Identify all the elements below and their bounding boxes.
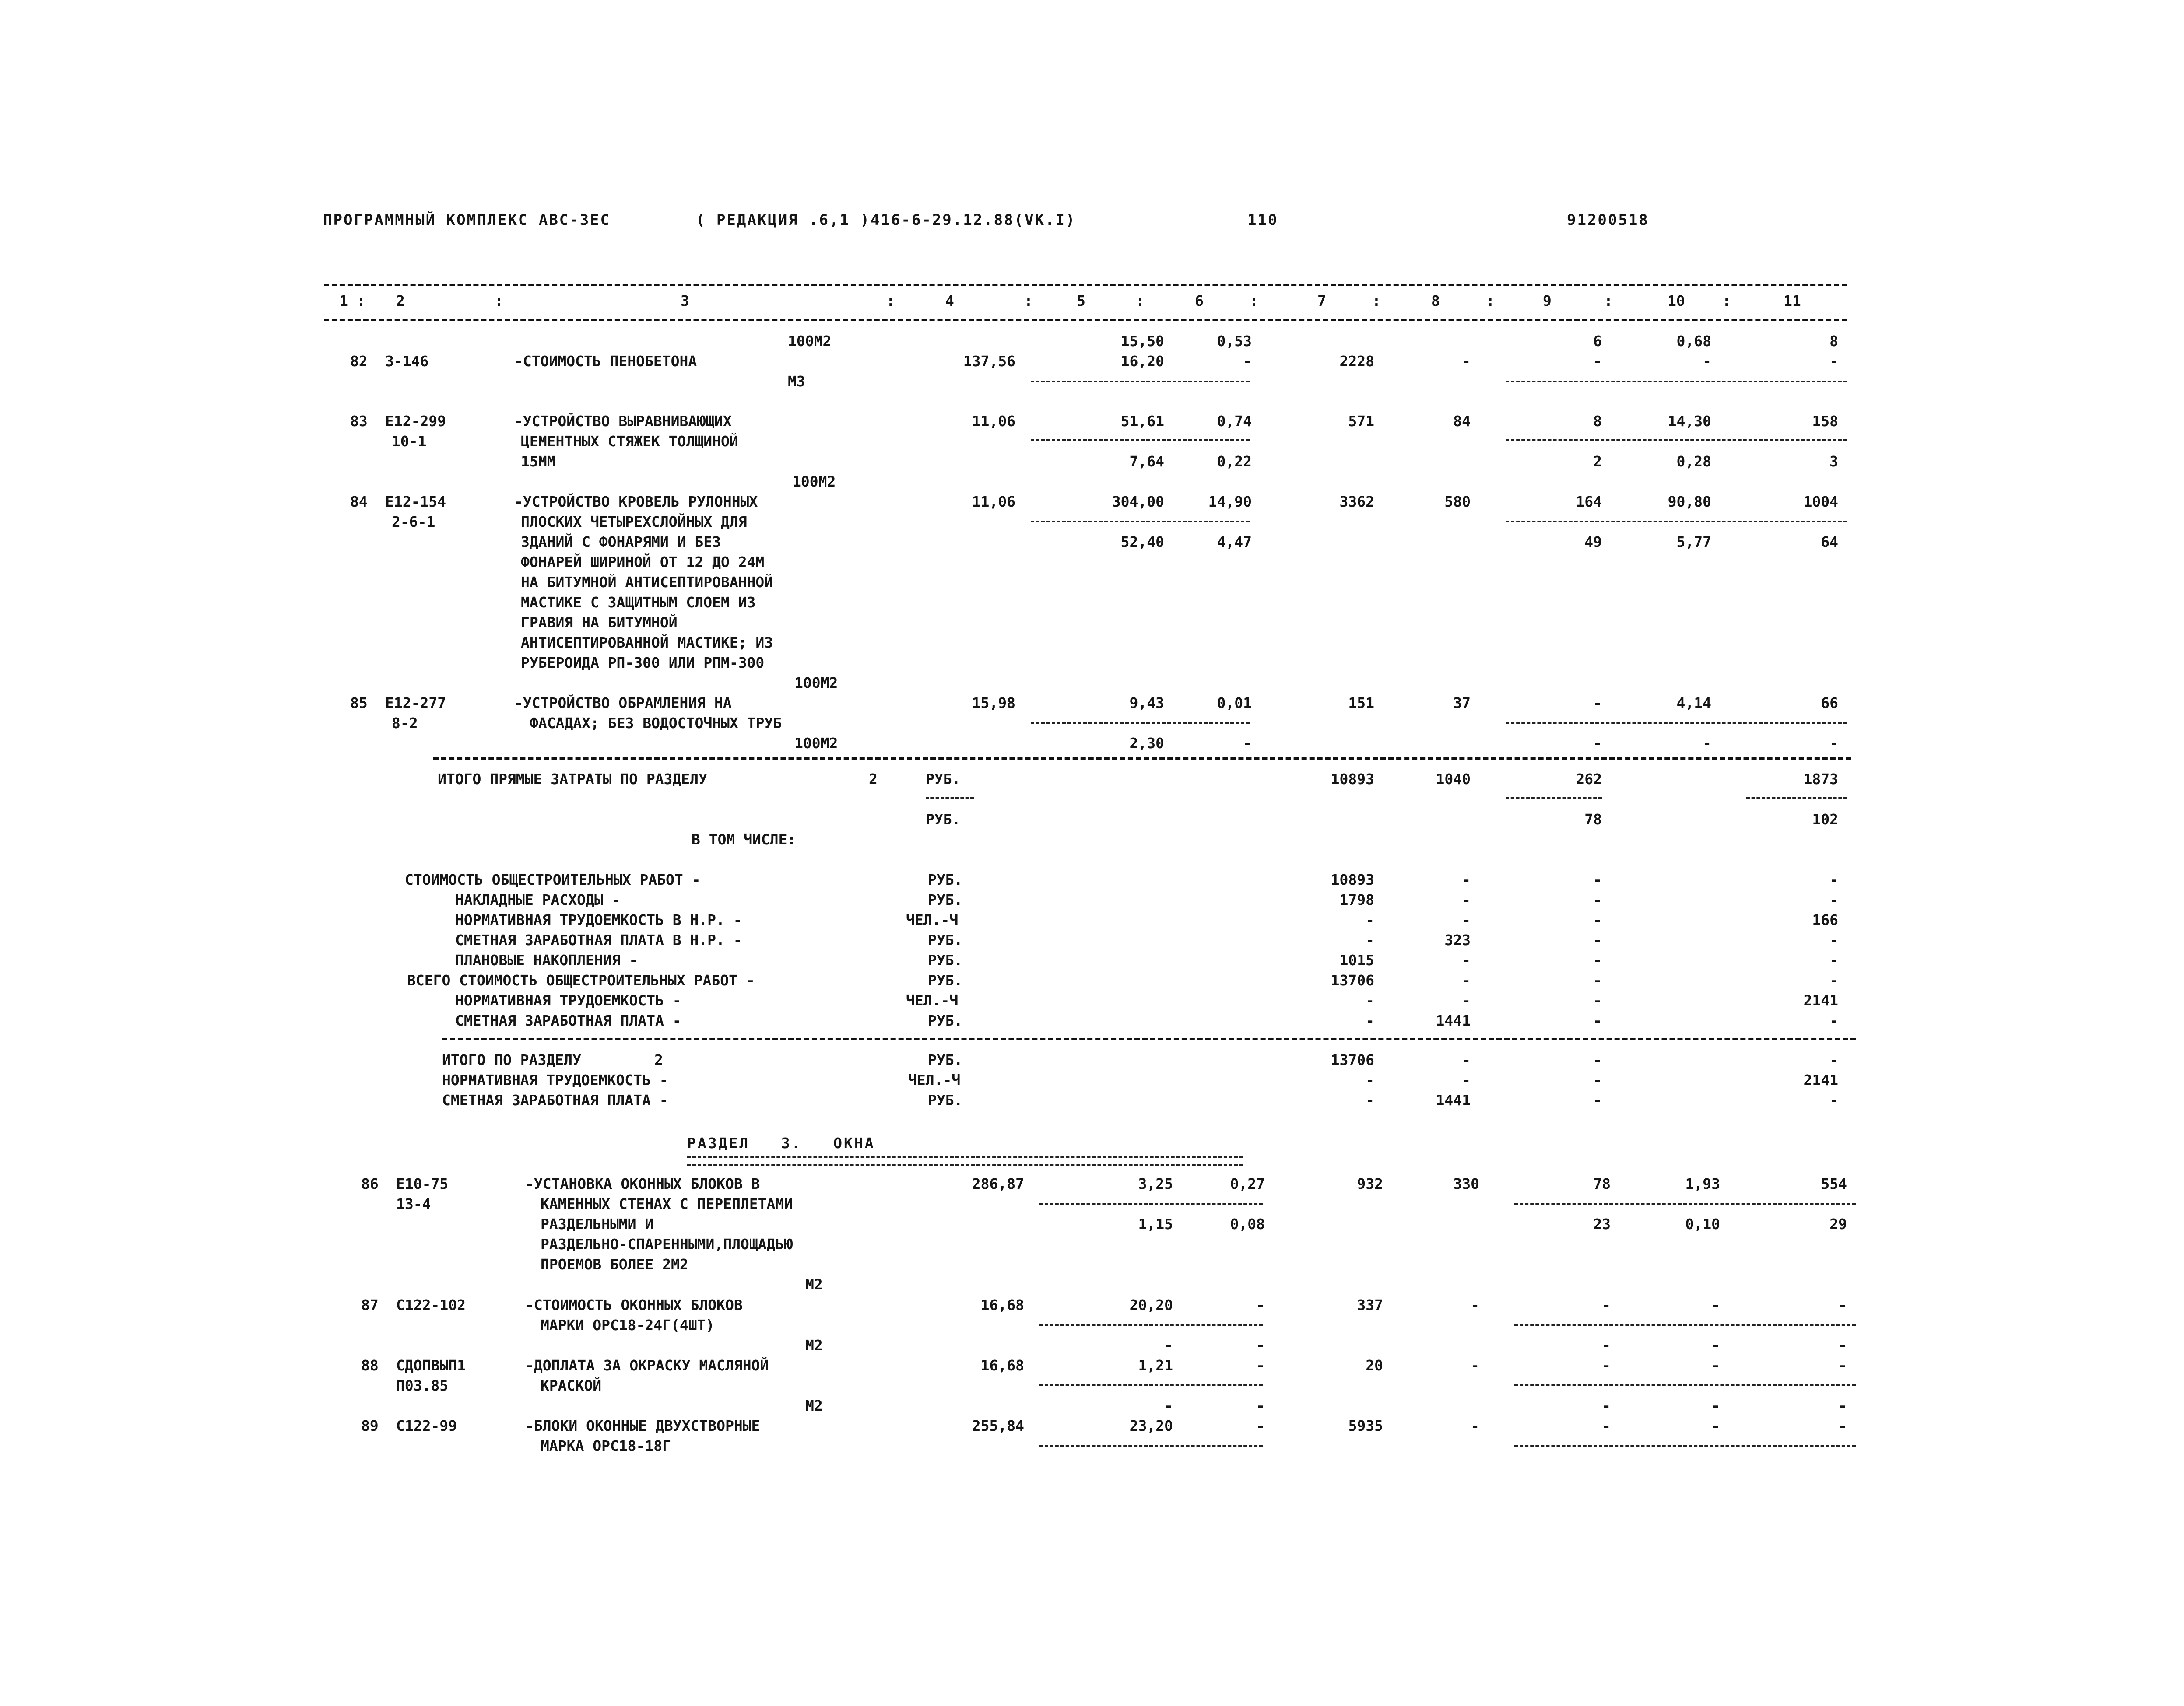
section-total-unit: РУБ. [928,1092,963,1109]
cell: - [1838,1397,1847,1414]
cell-divider [1039,1324,1263,1326]
row-unit: М2 [805,1337,823,1354]
breakdown-label: СТОИМОСТЬ ОБЩЕСТРОИТЕЛЬНЫХ РАБОТ - [405,871,701,888]
col-4-header: 4 [945,292,954,309]
cell: - [1366,911,1374,928]
cell-divider [1031,722,1250,724]
section-total-label: ИТОГО ПО РАЗДЕЛУ [442,1051,581,1068]
breakdown-label: ПЛАНОВЫЕ НАКОПЛЕНИЯ - [455,952,638,969]
cell: - [1462,992,1471,1009]
cell: - [1164,1337,1173,1354]
col-8-header: 8 [1431,292,1440,309]
row-unit: М2 [805,1397,823,1414]
row-code: Е12-277 [385,694,446,711]
col-10-header: 10 [1668,292,1685,309]
cell: 14,30 [1668,413,1711,430]
section-rule [442,1038,1856,1040]
cell: - [1593,972,1602,989]
cell: - [1462,1051,1471,1068]
cell: 0,27 [1230,1175,1265,1192]
cell: - [1256,1397,1265,1414]
cell: 164 [1576,493,1602,510]
row-description: КАМЕННЫХ СТЕНАХ С ПЕРЕПЛЕТАМИ [541,1195,793,1212]
row-unit-top: 100М2 [788,333,832,350]
breakdown-label: СМЕТНАЯ ЗАРАБОТНАЯ ПЛАТА - [455,1012,681,1029]
cell: 8 [1829,333,1838,350]
cell: - [1462,972,1471,989]
cell: 37 [1453,694,1471,711]
cell: - [1593,891,1602,908]
col-5-header: 5 [1077,292,1085,309]
row-description: МАСТИКЕ С ЗАЩИТНЫМ СЛОЕМ ИЗ [521,594,756,611]
cell: 49 [1584,533,1602,550]
cell: 2 [1593,453,1602,470]
cell: 13706 [1331,1051,1374,1068]
cell: - [1593,992,1602,1009]
row-code-2: 8-2 [392,715,418,732]
breakdown-label: СМЕТНАЯ ЗАРАБОТНАЯ ПЛАТА В Н.Р. - [455,932,742,949]
cell: 20,20 [1129,1296,1173,1314]
cell: 11,06 [972,413,1015,430]
cell: 4,47 [1217,533,1252,550]
cell: 1,15 [1138,1216,1173,1233]
cell-divider [1506,722,1847,724]
section-total-label: НОРМАТИВНАЯ ТРУДОЕМКОСТЬ - [442,1072,668,1089]
cell: - [1471,1296,1479,1314]
col-9-header: 9 [1543,292,1552,309]
cell: - [1593,911,1602,928]
cell: 2228 [1339,353,1374,370]
cell: - [1366,992,1374,1009]
row-number: 88 [361,1357,379,1374]
cell-divider [1039,1203,1263,1205]
cell: 9,43 [1129,694,1164,711]
cell: - [1711,1397,1720,1414]
col-1-header: 1 [339,292,348,309]
cell: 5,77 [1676,533,1711,550]
subtotal-label: ИТОГО ПРЯМЫЕ ЗАТРАТЫ ПО РАЗДЕЛУ [438,771,707,788]
cell: 11,06 [972,493,1015,510]
cell-divider [1506,381,1847,382]
cell-divider [1514,1445,1856,1447]
cell: - [1593,932,1602,949]
subtotal-unit: РУБ. [926,811,961,828]
row-number: 82 [350,353,368,370]
cell: 84 [1453,413,1471,430]
breakdown-label: ВСЕГО СТОИМОСТЬ ОБЩЕСТРОИТЕЛЬНЫХ РАБОТ - [407,972,755,989]
cell: 0,68 [1676,333,1711,350]
row-number: 85 [350,694,368,711]
cell: 3 [1829,453,1838,470]
cell-divider [1514,1203,1856,1205]
cell: 337 [1357,1296,1383,1314]
cell-divider [1506,797,1602,799]
cell: 255,84 [972,1417,1024,1434]
row-code-2: П03.85 [396,1377,449,1394]
cell: - [1462,871,1471,888]
section-rule [433,757,1851,760]
cell-divider [1514,1384,1856,1386]
cell: - [1471,1357,1479,1374]
cell: 166 [1812,911,1838,928]
row-description: РАЗДЕЛЬНО-СПАРЕННЫМИ,ПЛОЩАДЬЮ [541,1236,793,1253]
row-code-2: 13-4 [396,1195,431,1212]
cell: - [1366,1072,1374,1089]
cell: 13706 [1331,972,1374,989]
cell: 16,68 [980,1357,1024,1374]
cell: - [1829,1012,1838,1029]
section-total-unit: РУБ. [928,1051,963,1068]
cell: 1873 [1803,771,1838,788]
row-description: -УСТАНОВКА ОКОННЫХ БЛОКОВ В [525,1175,760,1192]
cell: - [1829,891,1838,908]
cell: 52,40 [1120,533,1164,550]
cell-divider [1031,439,1250,441]
cell: 14,90 [1208,493,1252,510]
col-separator: : [1136,292,1145,309]
cell: - [1462,353,1471,370]
section-title: РАЗДЕЛ 3. ОКНА [687,1135,875,1152]
row-description: МАРКИ ОРС18-24Г(4ШТ) [541,1317,715,1334]
row-description: АНТИСЕПТИРОВАННОЙ МАСТИКЕ; ИЗ [521,634,773,651]
cell: 29 [1829,1216,1847,1233]
row-code-2: 10-1 [392,433,427,450]
col-separator: : [1604,292,1613,309]
document-code: 91200518 [1567,211,1649,229]
cell: 580 [1444,493,1471,510]
row-description: -СТОИМОСТЬ ПЕНОБЕТОНА [514,353,697,370]
col-11-header: 11 [1784,292,1801,309]
cell: - [1703,353,1711,370]
cell: 102 [1812,811,1838,828]
cell: 5935 [1348,1417,1383,1434]
row-description: -СТОИМОСТЬ ОКОННЫХ БЛОКОВ [525,1296,743,1314]
row-code: Е10-75 [396,1175,449,1192]
cell: - [1593,353,1602,370]
cell: 1,93 [1685,1175,1720,1192]
col-separator: : [1024,292,1033,309]
cell: 6 [1593,333,1602,350]
breakdown-unit: РУБ. [928,1012,963,1029]
row-unit: 100М2 [792,473,836,490]
cell: 78 [1593,1175,1611,1192]
cell-divider [926,797,974,799]
col-separator: : [357,292,365,309]
cell: 23,20 [1129,1417,1173,1434]
row-description: ПЛОСКИХ ЧЕТЫРЕХСЛОЙНЫХ ДЛЯ [521,513,747,530]
cell: - [1256,1357,1265,1374]
breakdown-unit: РУБ. [928,932,963,949]
breakdown-unit: ЧЕЛ.-Ч [906,992,959,1009]
cell: 151 [1348,694,1374,711]
subtotal-section: 2 [869,771,878,788]
cell: 16,68 [980,1296,1024,1314]
cell: - [1243,735,1252,752]
cell: - [1829,1051,1838,1068]
cell: 78 [1584,811,1602,828]
cell: - [1593,952,1602,969]
cell: - [1462,891,1471,908]
cell: 1,21 [1138,1357,1173,1374]
cell-divider [1506,521,1847,522]
row-unit: 100М2 [794,674,838,691]
cell: 3362 [1339,493,1374,510]
cell: 2,30 [1129,735,1164,752]
row-description: ЗДАНИЙ С ФОНАРЯМИ И БЕЗ [521,533,721,550]
row-description: РАЗДЕЛЬНЫМИ И [541,1216,654,1233]
cell: - [1838,1296,1847,1314]
page-number: 110 [1247,211,1278,229]
col-separator: : [495,292,503,309]
cell: 158 [1812,413,1838,430]
cell: - [1366,1092,1374,1109]
cell: - [1602,1296,1611,1314]
cell: - [1711,1296,1720,1314]
row-number: 83 [350,413,368,430]
section-total-unit: ЧЕЛ.-Ч [908,1072,961,1089]
cell: 7,64 [1129,453,1164,470]
cell: 51,61 [1120,413,1164,430]
cell: 90,80 [1668,493,1711,510]
cell: - [1838,1417,1847,1434]
header-bottom-rule [324,319,1847,321]
cell: - [1256,1337,1265,1354]
cell: - [1593,1012,1602,1029]
row-description: -УСТРОЙСТВО ВЫРАВНИВАЮЩИХ [514,413,732,430]
cell: 10893 [1331,771,1374,788]
breakdown-label: НОРМАТИВНАЯ ТРУДОЕМКОСТЬ В Н.Р. - [455,911,742,928]
cell: 1015 [1339,952,1374,969]
breakdown-unit: РУБ. [928,952,963,969]
cell: - [1711,1337,1720,1354]
cell: 4,14 [1676,694,1711,711]
cell: 23 [1593,1216,1611,1233]
row-description: МАРКА ОРС18-18Г [541,1437,671,1454]
row-description: ПРОЕМОВ БОЛЕЕ 2М2 [541,1256,688,1273]
row-number: 87 [361,1296,379,1314]
row-description: -БЛОКИ ОКОННЫЕ ДВУХСТВОРНЫЕ [525,1417,760,1434]
table-top-rule [324,284,1847,286]
cell: 304,00 [1112,493,1164,510]
cell: - [1462,911,1471,928]
row-description: КРАСКОЙ [541,1377,602,1394]
cell: - [1711,1417,1720,1434]
row-number: 86 [361,1175,379,1192]
cell: - [1366,1012,1374,1029]
cell: 1004 [1803,493,1838,510]
cell: 571 [1348,413,1374,430]
cell-divider [1031,381,1250,382]
row-description: НА БИТУМНОЙ АНТИСЕПТИРОВАННОЙ [521,574,773,591]
breakdown-unit: РУБ. [928,972,963,989]
cell: - [1593,1092,1602,1109]
cell: 15,98 [972,694,1015,711]
row-description: -ДОПЛАТА ЗА ОКРАСКУ МАСЛЯНОЙ [525,1357,769,1374]
cell: - [1829,952,1838,969]
row-number: 89 [361,1417,379,1434]
cell: - [1243,353,1252,370]
row-description: -УСТРОЙСТВО КРОВЕЛЬ РУЛОННЫХ [514,493,758,510]
cell: - [1593,735,1602,752]
section-total-number: 2 [654,1051,663,1068]
cell: 323 [1444,932,1471,949]
breakdown-unit: ЧЕЛ.-Ч [906,911,959,928]
cell: - [1602,1417,1611,1434]
cell: - [1462,1072,1471,1089]
cell: - [1602,1357,1611,1374]
row-description: ФОНАРЕЙ ШИРИНОЙ ОТ 12 ДО 24М [521,553,765,571]
cell: 1798 [1339,891,1374,908]
cell: 330 [1453,1175,1479,1192]
row-unit: 100М2 [794,735,838,752]
row-unit: М2 [805,1276,823,1293]
row-unit: М3 [788,373,805,390]
col-separator: : [1722,292,1731,309]
breakdown-label: НОРМАТИВНАЯ ТРУДОЕМКОСТЬ - [455,992,681,1009]
cell: - [1838,1337,1847,1354]
cell: 16,20 [1120,353,1164,370]
row-description: ФАСАДАХ; БЕЗ ВОДОСТОЧНЫХ ТРУБ [530,715,782,732]
cell-divider [1514,1324,1856,1326]
row-description: 15ММ [521,453,556,470]
col-2-header: 2 [396,292,405,309]
row-description: ЦЕМЕНТНЫХ СТЯЖЕК ТОЛЩИНОЙ [521,433,738,450]
section-total-label: СМЕТНАЯ ЗАРАБОТНАЯ ПЛАТА - [442,1092,668,1109]
cell-divider [1039,1384,1263,1386]
cell: 15,50 [1120,333,1164,350]
cell: - [1471,1417,1479,1434]
col-6-header: 6 [1195,292,1204,309]
row-number: 84 [350,493,368,510]
cell: - [1829,735,1838,752]
cell: 0,10 [1685,1216,1720,1233]
cell: 0,08 [1230,1216,1265,1233]
col-separator: : [1486,292,1495,309]
breakdown-label: НАКЛАДНЫЕ РАСХОДЫ - [455,891,621,908]
cell: 0,22 [1217,453,1252,470]
cell: - [1593,871,1602,888]
row-code: С122-99 [396,1417,457,1434]
col-7-header: 7 [1317,292,1326,309]
cell-divider [1506,439,1847,441]
cell: - [1703,735,1711,752]
cell-divider [1039,1445,1263,1447]
col-3-header: 3 [681,292,689,309]
cell: - [1593,694,1602,711]
cell: - [1366,932,1374,949]
row-code-2: 2-6-1 [392,513,435,530]
row-code: Е12-299 [385,413,446,430]
cell-divider [1746,797,1847,799]
row-code: Е12-154 [385,493,446,510]
cell: - [1602,1337,1611,1354]
section-title-underline [687,1156,1243,1166]
cell: - [1593,1051,1602,1068]
subtotal-unit: РУБ. [926,771,961,788]
cell: - [1164,1397,1173,1414]
cell: - [1593,1072,1602,1089]
cell: 0,01 [1217,694,1252,711]
cell: 0,74 [1217,413,1252,430]
edition-info: ( РЕДАКЦИЯ .6,1 )416-6-29.12.88(VK.I) [696,211,1076,229]
cell: - [1602,1397,1611,1414]
cell-divider [1031,521,1250,522]
cell: 2141 [1803,992,1838,1009]
including-label: В ТОМ ЧИСЛЕ: [692,831,796,848]
cell: 0,28 [1676,453,1711,470]
breakdown-unit: РУБ. [928,891,963,908]
cell: - [1711,1357,1720,1374]
cell: 1040 [1436,771,1471,788]
cell: 932 [1357,1175,1383,1192]
col-separator: : [886,292,895,309]
cell: - [1462,952,1471,969]
cell: - [1829,972,1838,989]
cell: - [1829,1092,1838,1109]
row-description: -УСТРОЙСТВО ОБРАМЛЕНИЯ НА [514,694,732,711]
cell: 554 [1821,1175,1847,1192]
cell: 1441 [1436,1092,1471,1109]
cell: 286,87 [972,1175,1024,1192]
cell: - [1256,1417,1265,1434]
cell: 262 [1576,771,1602,788]
cell: - [1838,1357,1847,1374]
cell: 137,56 [963,353,1015,370]
cell: 10893 [1331,871,1374,888]
col-separator: : [1372,292,1381,309]
cell: 3,25 [1138,1175,1173,1192]
row-code: С122-102 [396,1296,466,1314]
cell: - [1829,353,1838,370]
cell: 8 [1593,413,1602,430]
breakdown-unit: РУБ. [928,871,963,888]
program-title: ПРОГРАММНЫЙ КОМПЛЕКС АВС-ЗЕС [323,211,611,229]
cell: - [1829,932,1838,949]
row-code: 3-146 [385,353,429,370]
cell: 0,53 [1217,333,1252,350]
cell: - [1829,871,1838,888]
cell: - [1256,1296,1265,1314]
row-description: РУБЕРОИДА РП-300 ИЛИ РПМ-300 [521,654,765,671]
cell: 66 [1821,694,1838,711]
cell: 2141 [1803,1072,1838,1089]
col-separator: : [1250,292,1258,309]
cell: 1441 [1436,1012,1471,1029]
row-description: ГРАВИЯ НА БИТУМНОЙ [521,614,678,631]
cell: 20 [1366,1357,1383,1374]
cell: 64 [1821,533,1838,550]
row-code: СДОПВЫП1 [396,1357,466,1374]
